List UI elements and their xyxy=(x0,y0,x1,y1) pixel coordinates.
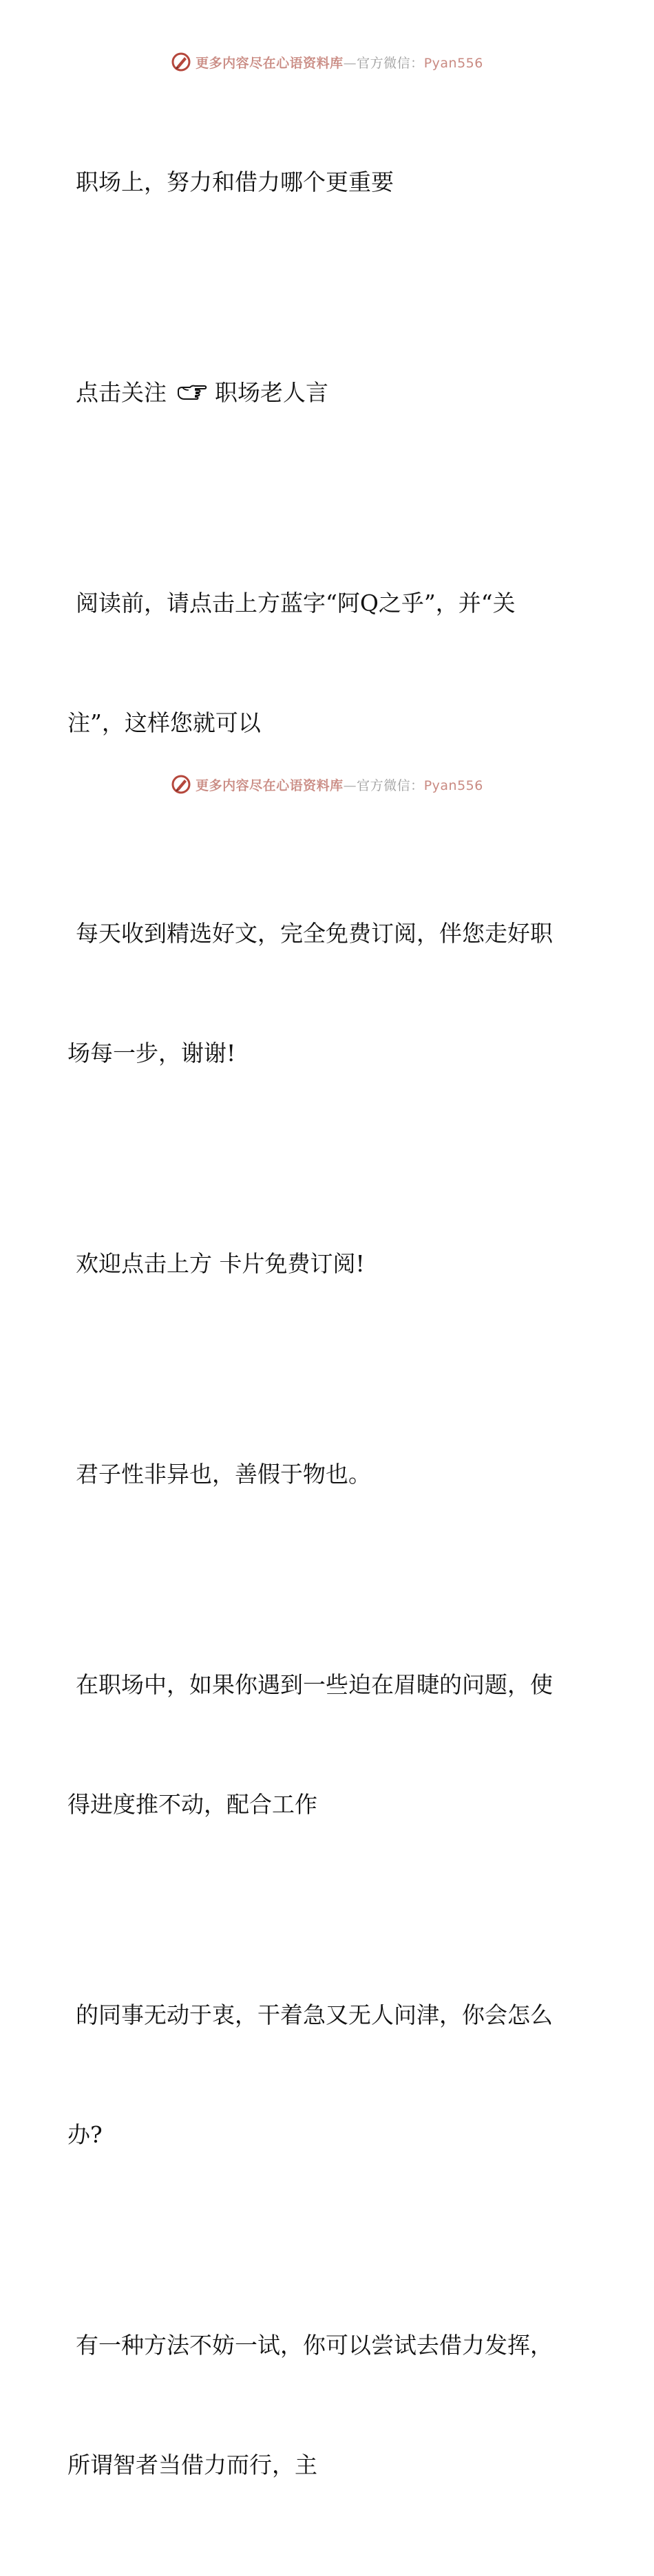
paragraph-line: 办? xyxy=(67,2121,103,2148)
pen-logo-icon xyxy=(171,52,191,72)
paragraph xyxy=(67,1915,577,2235)
watermark-wechat-id: Pyan556 xyxy=(423,777,483,793)
watermark-wechat-id: Pyan556 xyxy=(423,55,483,71)
pen-logo-icon xyxy=(171,774,191,795)
watermark-brand: 更多内容尽在心语资料库 xyxy=(196,777,344,793)
paragraph-line: 所谓智者当借力而行，主 xyxy=(67,2451,317,2478)
paragraph-follow xyxy=(67,293,577,493)
watermark-text xyxy=(196,53,483,72)
paragraph-line: 阅读前，请点击上方蓝字“阿Q之乎”，并“关 xyxy=(76,590,516,616)
watermark-text xyxy=(196,775,483,794)
paragraph xyxy=(67,834,577,1153)
watermark-dash: — xyxy=(343,55,357,71)
paragraph-line: 注”，这样您就可以 xyxy=(67,709,261,736)
paragraph-line xyxy=(67,373,577,413)
watermark-wechat-label: 官方微信： xyxy=(357,777,424,793)
paragraph-line: 职场上，努力和借力哪个更重要 xyxy=(76,169,394,195)
account-name: 职场老人言 xyxy=(215,379,328,406)
document-body xyxy=(67,83,577,2576)
footer-watermark xyxy=(0,771,654,798)
watermark-brand: 更多内容尽在心语资料库 xyxy=(196,55,344,71)
paragraph-line: 的同事无动于衷，干着急又无人问津，你会怎么 xyxy=(76,2001,553,2028)
paragraph-line: 场每一步，谢谢! xyxy=(67,1040,236,1066)
header-watermark xyxy=(0,48,654,76)
watermark-dash: — xyxy=(343,777,357,793)
paragraph xyxy=(67,1585,577,1904)
paragraph xyxy=(67,2246,577,2565)
paragraph xyxy=(67,1375,577,1574)
paragraph-line: 每天收到精选好文，完全免费订阅，伴您走好职 xyxy=(76,920,553,947)
pointing-hand-icon xyxy=(176,383,208,402)
paragraph-line: 得进度推不动，配合工作 xyxy=(67,1791,317,1818)
paragraph-title xyxy=(67,83,577,282)
watermark-wechat-label: 官方微信： xyxy=(357,55,424,71)
follow-label: 点击关注 xyxy=(76,379,167,406)
paragraph-line: 君子性非异也，善假于物也。 xyxy=(76,1461,371,1488)
paragraph-line: 有一种方法不妨一试，你可以尝试去借力发挥， xyxy=(76,2332,553,2359)
paragraph-line: 在职场中，如果你遇到一些迫在眉睫的问题，使 xyxy=(76,1671,553,1698)
paragraph-line: 欢迎点击上方 卡片免费订阅! xyxy=(76,1250,365,1277)
paragraph xyxy=(67,1164,577,1364)
